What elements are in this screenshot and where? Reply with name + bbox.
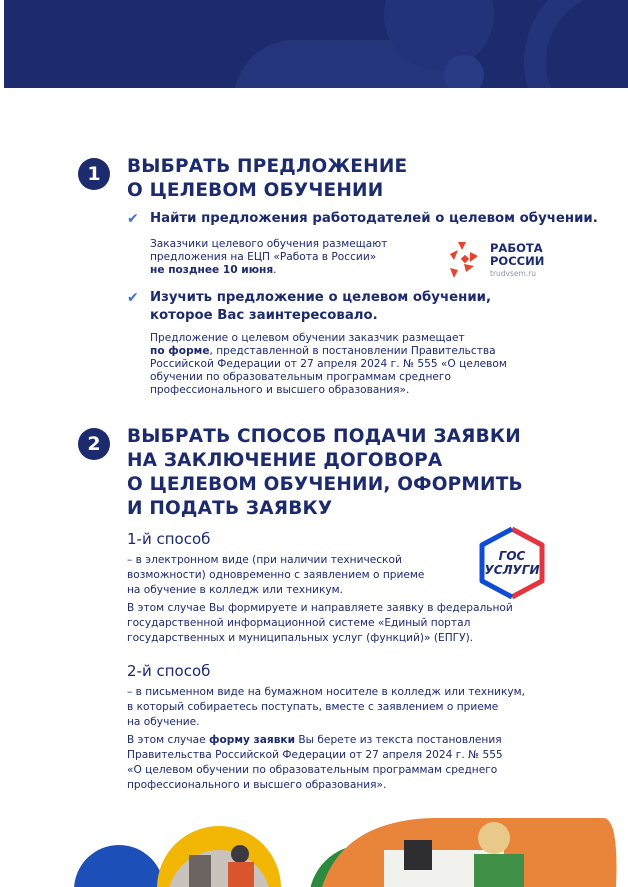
- method1-text-b: возможности) одновременно с заявлением о приеме: [127, 569, 425, 581]
- step1-item2-heading-line2: которое Вас заинтересовало.: [150, 308, 378, 323]
- gosuslugi-logo: [474, 525, 550, 601]
- method2-text-e: Правительства Российской Федерации от 27 апреля 2024 г. № 555: [127, 749, 503, 761]
- method2-text-a: – в письменном виде на бумажном носителе в колледж или техникум,: [127, 686, 526, 698]
- step2-title-line2: НА ЗАКЛЮЧЕНИЕ ДОГОВОРА: [127, 450, 443, 471]
- decorative-shape: [444, 55, 484, 88]
- step2-title-line3: О ЦЕЛЕВОМ ОБУЧЕНИИ, ОФОРМИТЬ: [127, 474, 523, 495]
- method1-text-a: – в электронном виде (при наличии технической: [127, 554, 402, 566]
- method2-text-b: в который собираетесь поступать, вместе с заявлением о приеме: [127, 701, 499, 713]
- step1-item1-heading: Найти предложения работодателей о целевом обучении.: [150, 211, 598, 226]
- step1-item2-text-c: Российской Федерации от 27 апреля 2024 г. № 555 «О целевом: [150, 358, 507, 370]
- method1-text-e: государственной информационной системе «Единый портал: [127, 617, 471, 629]
- method1-title: 1-й способ: [127, 530, 211, 548]
- method2-text-g: профессионального и высшего образования».: [127, 779, 387, 791]
- step1-item2-text-a: Предложение о целевом обучении заказчик размещает: [150, 332, 465, 344]
- step2-title-line1: ВЫБРАТЬ СПОСОБ ПОДАЧИ ЗАЯВКИ: [127, 426, 521, 447]
- method1-text-d: В этом случае Вы формируете и направляете заявку в федеральной: [127, 602, 513, 614]
- rabota-rossii-mark-icon: [448, 240, 486, 280]
- checkmark-icon: ✔: [127, 290, 139, 306]
- method2-title: 2-й способ: [127, 662, 211, 680]
- step-number-1: 1: [78, 158, 110, 190]
- step1-item2-text-e: профессионального и высшего образования».: [150, 384, 410, 396]
- rabota-rossii-title: РАБОТА РОССИИ: [490, 241, 545, 268]
- step1-item2-text-b: по форме, представленной в постановлении Правительства: [150, 345, 496, 357]
- step2-title-line4: И ПОДАТЬ ЗАЯВКУ: [127, 498, 333, 519]
- gosuslugi-line2: УСЛУГИ: [484, 563, 540, 577]
- method2-text-d: В этом случае форму заявки Вы берете из текста постановления: [127, 734, 502, 746]
- method2-text-f: «О целевом обучении по образовательным программам среднего: [127, 764, 498, 776]
- step1-item2-heading-line1: Изучить предложение о целевом обучении,: [150, 290, 491, 305]
- step1-item1-text-b: предложения на ЕЦП «Работа в России»: [150, 251, 377, 263]
- bottom-decoration: [4, 810, 628, 887]
- step-number-2: 2: [78, 428, 110, 460]
- step1-item1-text-c: не позднее 10 июня.: [150, 264, 277, 276]
- step1-title-line1: ВЫБРАТЬ ПРЕДЛОЖЕНИЕ: [127, 156, 408, 177]
- rabota-rossii-site: trudvsem.ru: [490, 269, 537, 278]
- method1-text-f: государственных и муниципальных услуг (функций)» (ЕПГУ).: [127, 632, 474, 644]
- decorative-shape: [524, 0, 628, 88]
- step1-title-line2: О ЦЕЛЕВОМ ОБУЧЕНИИ: [127, 180, 384, 201]
- rabota-rossii-logo: [448, 238, 558, 282]
- step1-item1-text-a: Заказчики целевого обучения размещают: [150, 238, 388, 250]
- method1-text-c: на обучение в колледж или техникум.: [127, 584, 344, 596]
- checkmark-icon: ✔: [127, 211, 139, 227]
- method2-text-c: на обучение.: [127, 716, 200, 728]
- bottom-photos-illustration: [4, 810, 628, 887]
- header-banner: [4, 0, 628, 88]
- step1-item2-text-d: обучении по образовательным программам среднего: [150, 371, 451, 383]
- gosuslugi-line1: ГОС: [498, 549, 526, 563]
